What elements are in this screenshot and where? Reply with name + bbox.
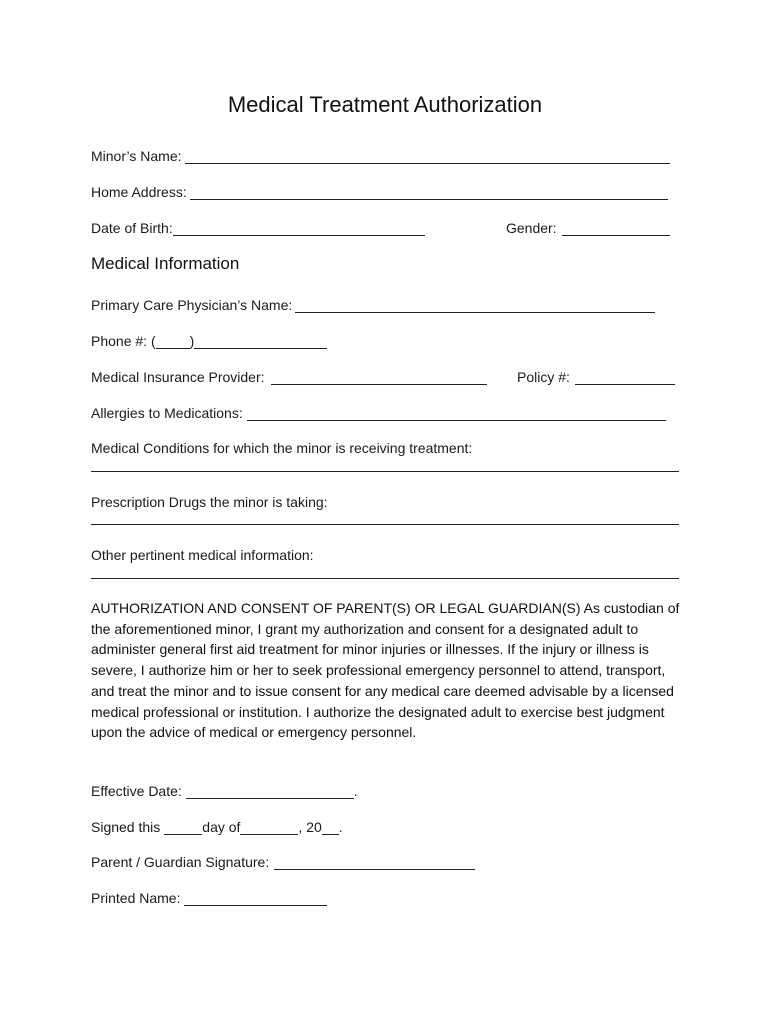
conditions-label: Medical Conditions for which the minor is receiving treatment: [91, 440, 473, 456]
printed-name-field[interactable] [184, 891, 327, 906]
policy-row [517, 367, 675, 385]
home-address-field[interactable] [190, 185, 668, 200]
prescriptions-field[interactable] [91, 524, 679, 525]
physician-field[interactable] [295, 298, 655, 313]
minors-name-row [91, 146, 670, 164]
signed-month-field[interactable] [240, 820, 298, 835]
signed-day-field[interactable] [164, 820, 202, 835]
gender-field[interactable] [562, 221, 670, 236]
allergies-label: Allergies to Medications: [91, 405, 243, 421]
allergies-row [91, 403, 666, 421]
year-period: . [338, 819, 343, 835]
other-info-label: Other pertinent medical information: [91, 547, 314, 563]
authorization-paragraph: AUTHORIZATION AND CONSENT OF PARENT(S) OR LEGAL GUARDIAN(S) As custodian of the aforementioned minor, I grant my authorization and consent for a designated adult to administer general first aid treatment for minor injuries or illnesses. If the injury or illness is severe, I authorize him or her to seek professional emergency personnel to attend, transport, and treat the minor and to issue consent for any medical care deemed advisable by a licensed medical professional or institution. I authorize the designated adult to exercise best judgment upon the advice of medical or emergency personnel. [91, 600, 680, 741]
policy-field[interactable] [575, 370, 675, 385]
effective-date-field[interactable] [186, 784, 354, 799]
date-of-birth-row [91, 218, 425, 236]
day-of-label: day of [202, 819, 241, 835]
effective-date-row [91, 781, 358, 799]
physician-row [91, 295, 655, 313]
phone-number-field[interactable] [194, 334, 327, 349]
insurance-label: Medical Insurance Provider: [91, 369, 265, 385]
gender-row [506, 218, 670, 236]
effective-date-period: . [353, 783, 358, 799]
minors-name-field[interactable] [185, 149, 670, 164]
policy-label: Policy #: [517, 369, 570, 385]
allergies-field[interactable] [247, 406, 666, 421]
signed-this-label: Signed this [91, 819, 161, 835]
year-prefix-label: , 20 [298, 819, 322, 835]
prescriptions-label: Prescription Drugs the minor is taking: [91, 494, 328, 510]
physician-label: Primary Care Physician’s Name: [91, 297, 293, 313]
guardian-signature-label: Parent / Guardian Signature: [91, 854, 270, 870]
insurance-row [91, 367, 487, 385]
other-info-field[interactable] [91, 578, 679, 579]
phone-paren-close: ) [189, 333, 195, 349]
section-medical-information: Medical Information [91, 254, 240, 273]
gender-label: Gender: [506, 220, 557, 236]
date-of-birth-field[interactable] [173, 221, 425, 236]
guardian-signature-field[interactable] [274, 855, 475, 870]
insurance-field[interactable] [271, 370, 487, 385]
guardian-signature-row [91, 852, 475, 870]
home-address-row [91, 182, 668, 200]
phone-label: Phone #: ( [91, 333, 156, 349]
date-of-birth-label: Date of Birth: [91, 220, 173, 236]
signed-year-field[interactable] [322, 820, 339, 835]
signed-this-row [91, 817, 343, 835]
printed-name-row [91, 888, 327, 906]
printed-name-label: Printed Name: [91, 890, 181, 906]
minors-name-label: Minor’s Name: [91, 148, 182, 164]
conditions-field[interactable] [91, 471, 679, 472]
phone-area-code-field[interactable] [156, 334, 190, 349]
home-address-label: Home Address: [91, 184, 187, 200]
phone-row [91, 331, 327, 349]
page-title: Medical Treatment Authorization [227, 92, 543, 117]
effective-date-label: Effective Date: [91, 783, 182, 799]
